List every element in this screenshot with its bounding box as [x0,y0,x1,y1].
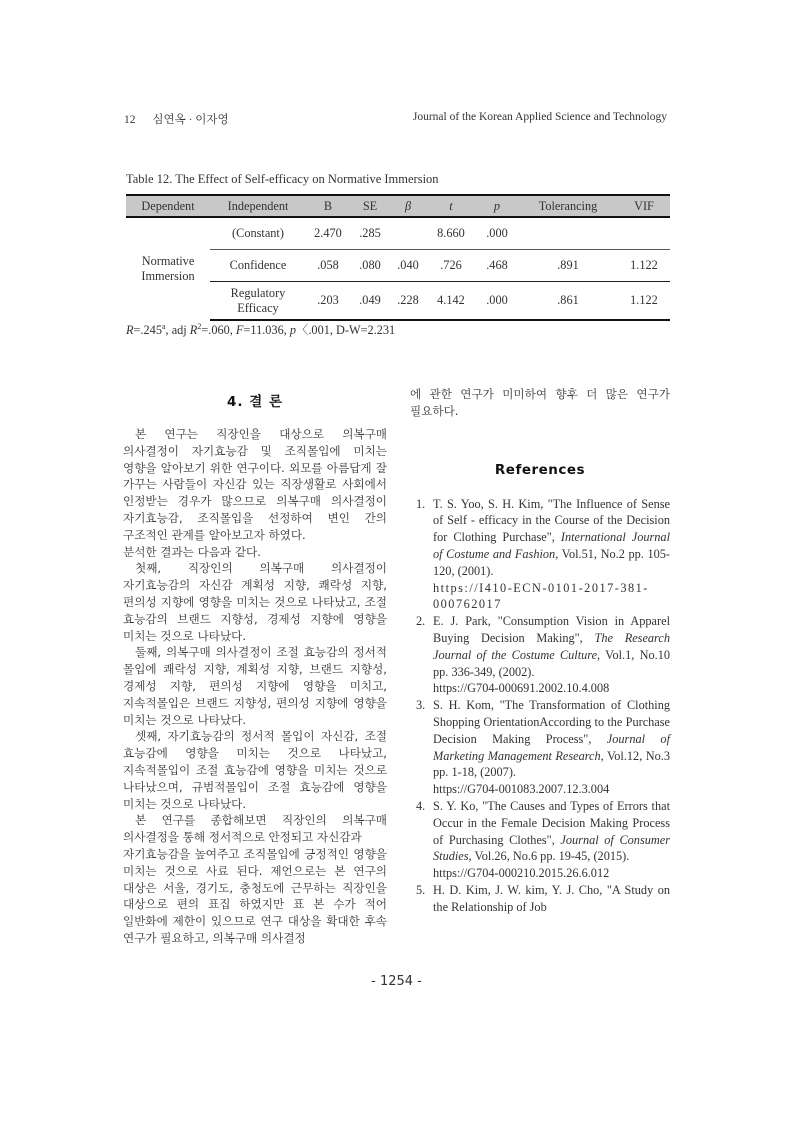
note-r2-sup: 2 [197,321,202,331]
reference-item [410,613,670,697]
page-number: - 1254 - [371,974,422,989]
reference-details: Vol.51, No.2 pp. 105-120, (2001). [433,546,670,578]
cell-p: .468 [476,250,518,282]
reference-text: S. Y. Ko, "The Causes and Types of Errors that Occur in the Female Decision Making Process of Purchasing Clothes", [433,798,670,847]
header-page-number: 12 [124,114,136,126]
paragraph: 자기효능감을 높여주고 조직몰입에 긍정적인 영향을 미치는 것으로 사료 된다. 제언으로는 본 연구의 대상은 서울, 경기도, 충청도에 근무하는 직장인을 대상으로 편의 표집 하였지만 표 본 수가 적어 일반화에 제한이 있으므로 연구 대상을 확대한 후속 연구가 필요하고, 의복구매 의사결정 [123,846,387,945]
table-header-row [126,195,670,217]
right-column [410,386,670,916]
header-independent: Independent [210,195,306,217]
paragraph: 첫째, 직장인의 의복구매 의사결정이 자기효능감의 자신감 계획성 지향, 쾌락성 지향, 편의성 지향에 영향을 미치는 것으로 나타났고, 조절 효능감의 브랜드 지향성, 경제성 지향에 영향을 미치는 것으로 나타났다. [123,561,387,643]
header-se: SE [350,195,390,217]
reference-journal: Journal of Consumer Studies, [433,832,671,864]
note-r: R [126,323,134,337]
reference-details: Vol.26, No.6 pp. 19-45, (2015). [471,849,630,864]
cell-independent: (Constant) [232,226,284,240]
dependent-cell [126,217,210,320]
note-r-sup: a [161,321,166,331]
header-tolerancing: Tolerancing [518,195,618,217]
cell-t: 4.142 [426,282,476,321]
cell-t: .726 [426,250,476,282]
cell-se: .285 [359,226,381,240]
header-p: p [476,195,518,217]
dependent-label: Normative Immersion [141,254,195,283]
reference-journal: International Journal of Costume and Fashion, [433,530,671,561]
note-adj: , adj [165,323,190,337]
note-f: F [235,323,244,337]
reference-url[interactable]: https://I410-ECN-0101-2017-381-000762017 [433,580,649,612]
reference-item [410,697,670,798]
left-column [123,386,387,947]
cell-se: .080 [350,250,390,282]
reference-journal: The Research Journal of the Costume Culture, [433,630,670,662]
cell-independent: Confidence [210,250,306,282]
cell-tol: .861 [518,282,618,321]
reference-text: T. S. Yoo, S. H. Kim, "The Influence of Sense of Self - efficacy in the Course of the Decision for Clothing Purchase", [433,496,670,545]
cell-beta [390,217,426,250]
table-caption: Table 12. The Effect of Self-efficacy on Normative Immersion [126,172,439,186]
reference-number: 4. [416,798,426,813]
header-beta: β [390,195,426,217]
cell-se: .049 [350,282,390,321]
cell-beta: .040 [390,250,426,282]
reference-item [410,798,670,882]
reference-item [410,882,670,916]
reference-text: E. J. Park, "Consumption Vision in Apparel Buying Decision Making", [433,614,670,645]
reference-number: 1. [416,496,426,511]
cell-vif: 1.122 [618,250,670,282]
header-authors: 심연옥 · 이자영 [152,114,229,126]
running-header-left [124,111,229,127]
reference-number: 2. [416,614,426,629]
cell-b: .058 [306,250,350,282]
cell-t: 8.660 [437,226,465,240]
header-t: t [426,195,476,217]
table-row [126,217,670,250]
reference-journal: Journal of Marketing Management Research, [433,731,670,763]
note-f-value: =11.036, [243,323,290,337]
header-dependent: Dependent [126,195,210,217]
reference-url[interactable]: https://G704-000210.2015.26.6.012 [433,866,610,881]
paragraph: 셋째, 자기효능감의 정서적 몰입이 자신감, 조절 효능감에 영향을 미치는 것으로 나타났고, 지속적몰입이 조절 효능감에 영향을 미치는 것으로 나타났으며, 규범적몰입이 조절 효능감에 영향을 미치는 것으로 나타났다. [123,729,387,811]
section-title-conclusion: 4. 결 론 [226,394,283,410]
reference-text: S. H. Kom, "The Transformation of Clothing Shopping OrientationAccording to the Purchase Decision Making Process", [433,698,670,746]
reference-text: H. D. Kim, J. W. kim, Y. J. Cho, "A Study on the Relationship of Job [433,882,670,914]
running-header-journal: Journal of the Korean Applied Science and Technology [412,111,667,123]
independent-label: Regulatory Efficacy [230,285,286,315]
reference-list [410,496,670,916]
reference-url[interactable]: https://G704-001083.2007.12.3.004 [433,782,610,797]
reference-number: 5. [416,882,426,897]
cell-beta: .228 [390,282,426,321]
cell-independent [210,282,306,321]
cell-b: .203 [306,282,350,321]
reference-url[interactable]: https://G704-000691.2002.10.4.008 [433,681,610,696]
cell-p: .000 [476,282,518,321]
note-r2-value: =.060, [201,323,236,337]
note-r2: R [189,323,198,337]
paragraph: 본 연구를 종합해보면 직장인의 의복구매 의사결정을 통해 정서적으로 안정되고 자신감과 [123,813,387,845]
regression-table [126,194,670,321]
cell-tol: .891 [518,250,618,282]
section-title-references: References [494,461,586,478]
cell-b: 2.470 [314,226,342,240]
table-note [126,320,395,338]
paragraph: 분석한 결과는 다음과 같다. [123,544,261,559]
reference-details: Vol.1, No.10 pp. 336-349, (2002). [433,647,671,679]
note-p-value: 〈.001, D-W=2.231 [296,323,396,337]
reference-item [410,496,670,614]
note-r-value: =.245 [133,323,162,337]
reference-details: Vol.12, No.3 pp. 1-18, (2007). [433,748,670,780]
cell-tol [518,217,618,250]
cell-vif: 1.122 [618,282,670,321]
note-p: p [289,323,297,337]
paragraph: 본 연구는 직장인을 대상으로 의복구매 의사결정이 자기효능감 및 조직몰입에 미치는 영향을 알아보기 위한 연구이다. 외모를 아름답게 잘 가꾸는 사람들이 자신감 있는 직장생활로 사회에서 인정받는 경우가 많으므로 의복구매 의사결정이 자기효능감, 조직몰입을 선정하여 변인 간의 구조적인 관계를 알아보고자 하였다. [123,427,387,542]
paragraph-continued: 에 관한 연구가 미미하여 향후 더 많은 연구가 필요하다. [410,387,670,418]
reference-number: 3. [416,698,426,713]
header-b: B [306,195,350,217]
cell-p: .000 [486,226,508,240]
cell-vif [618,217,670,250]
paragraph: 둘째, 의복구매 의사결정이 조절 효능감의 정서적 몰입에 쾌락성 지향, 계획성 지향, 브랜드 지향성, 경제성 지향, 편의성 지향에 영향을 미치고, 지속적몰입은 브랜드 지향성, 편의성 지향에 영향을 미치는 것으로 나타났다. [123,645,387,727]
header-vif: VIF [618,195,670,217]
